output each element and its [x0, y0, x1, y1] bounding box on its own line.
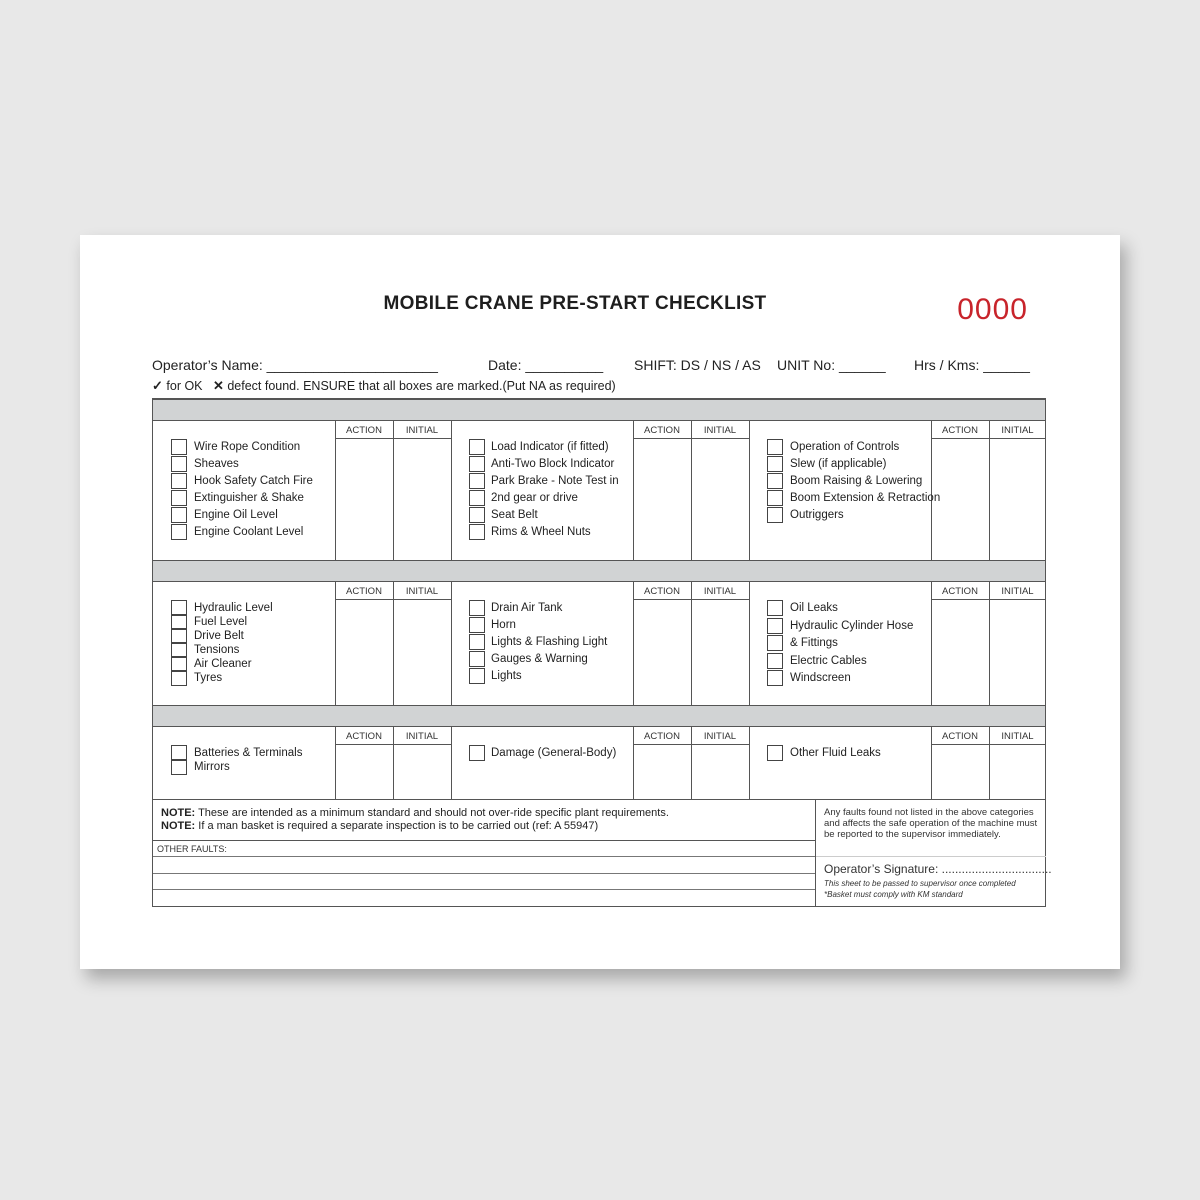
checkbox[interactable]	[171, 456, 187, 472]
initial-cell[interactable]	[394, 439, 450, 559]
section-divider	[749, 727, 750, 799]
shift-field[interactable]: SHIFT: DS / NS / AS	[634, 357, 761, 373]
checkbox[interactable]	[767, 653, 783, 669]
checkbox[interactable]	[469, 524, 485, 540]
checklist-item: Slew (if applicable)	[790, 458, 887, 470]
checkbox[interactable]	[171, 490, 187, 506]
checklist-item: Fuel Level	[194, 616, 248, 628]
checkbox[interactable]	[767, 473, 783, 489]
initial-cell[interactable]	[990, 600, 1045, 704]
section-header-bar	[153, 705, 1045, 727]
other-faults-line[interactable]	[153, 889, 815, 905]
checklist-item: Boom Raising & Lowering	[790, 475, 923, 487]
initial-cell[interactable]	[990, 745, 1045, 798]
initial-column-header: INITIAL	[691, 727, 749, 745]
note-label: NOTE:	[161, 820, 196, 832]
notes-divider	[153, 840, 815, 841]
check-icon: ✓	[152, 378, 163, 393]
legend-ok-text: for OK	[166, 379, 203, 393]
checklist-item: Lights & Flashing Light	[491, 636, 608, 648]
section-header-bar	[153, 560, 1045, 582]
action-column-header: ACTION	[931, 421, 989, 439]
checklist-item: Load Indicator (if fitted)	[491, 441, 609, 453]
section-header-bar	[153, 399, 1045, 421]
action-column-header: ACTION	[335, 582, 393, 600]
checkbox[interactable]	[469, 668, 485, 684]
checklist-item: & Fittings	[790, 637, 838, 649]
initial-column-header: INITIAL	[691, 421, 749, 439]
action-cell[interactable]	[634, 600, 690, 704]
action-cell[interactable]	[336, 600, 392, 704]
initial-cell[interactable]	[692, 745, 748, 798]
checklist-item: Damage (General-Body)	[491, 747, 617, 759]
checklist-item: Gauges & Warning	[491, 653, 588, 665]
other-faults-line[interactable]	[153, 856, 815, 872]
checklist-item: Wire Rope Condition	[194, 441, 301, 453]
checklist-item: Tyres	[194, 672, 223, 684]
faults-instruction: Any faults found not listed in the above categories and affects the safe operation of the machine must be reported to the supervisor immediately.	[824, 807, 1038, 840]
checkbox[interactable]	[767, 670, 783, 686]
unit-number-field[interactable]: UNIT No: ______	[777, 357, 886, 373]
checkbox[interactable]	[171, 670, 187, 686]
section-divider	[749, 582, 750, 705]
note-text: These are intended as a minimum standard and should not over-ride specific plant requirements.	[195, 807, 669, 819]
checkbox[interactable]	[767, 745, 783, 761]
checkbox[interactable]	[767, 490, 783, 506]
checklist-item: Electric Cables	[790, 654, 867, 667]
checklist-item: Seat Belt	[491, 509, 538, 521]
checklist-item: Oil Leaks	[790, 602, 838, 614]
checklist-item: Drain Air Tank	[491, 602, 563, 614]
checkbox[interactable]	[767, 635, 783, 651]
checklist-sheet	[80, 235, 1120, 969]
action-column-header: ACTION	[931, 582, 989, 600]
checklist-item: Sheaves	[194, 458, 239, 470]
checkbox[interactable]	[767, 600, 783, 616]
checkbox[interactable]	[171, 524, 187, 540]
action-cell[interactable]	[634, 745, 690, 798]
initial-column-header: INITIAL	[989, 582, 1046, 600]
notes-side-divider	[815, 799, 816, 907]
note-line-1	[161, 807, 669, 819]
section-divider	[749, 421, 750, 560]
action-cell[interactable]	[932, 745, 988, 798]
legend-defect-text: defect found. ENSURE that all boxes are marked.(Put NA as required)	[227, 379, 616, 393]
action-cell[interactable]	[932, 600, 988, 704]
checklist-item: Batteries & Terminals	[194, 747, 303, 759]
checklist-item: Hook Safety Catch Fire	[194, 475, 313, 487]
serial-number: 0000	[957, 293, 1028, 326]
operator-name-field[interactable]: Operator’s Name: ______________________	[152, 357, 438, 373]
checklist-item: Drive Belt	[194, 630, 244, 642]
action-cell[interactable]	[634, 439, 690, 559]
checklist-item: Lights	[491, 670, 522, 682]
action-cell[interactable]	[336, 439, 392, 559]
checklist-table	[152, 398, 1052, 907]
checkbox[interactable]	[469, 745, 485, 761]
checklist-item: Boom Extension & Retraction	[790, 492, 941, 504]
action-column-header: ACTION	[931, 727, 989, 745]
checklist-item: Horn	[491, 619, 516, 631]
note-text: If a man basket is required a separate inspection is to be carried out (ref: A 55947)	[195, 820, 599, 832]
action-cell[interactable]	[932, 439, 988, 559]
checkbox[interactable]	[469, 507, 485, 523]
initial-cell[interactable]	[394, 600, 450, 704]
action-column-header: ACTION	[633, 421, 691, 439]
initial-cell[interactable]	[394, 745, 450, 798]
checkbox[interactable]	[767, 507, 783, 523]
checkbox[interactable]	[171, 473, 187, 489]
checklist-item: Operation of Controls	[790, 441, 900, 453]
checklist-item: Other Fluid Leaks	[790, 747, 881, 759]
action-column-header: ACTION	[335, 421, 393, 439]
legend	[152, 378, 616, 394]
checkbox[interactable]	[469, 617, 485, 633]
action-column-header: ACTION	[633, 727, 691, 745]
note-line-2	[161, 820, 598, 832]
action-column-header: ACTION	[335, 727, 393, 745]
initial-column-header: INITIAL	[393, 727, 451, 745]
checklist-item: Extinguisher & Shake	[194, 492, 304, 504]
action-column-header: ACTION	[633, 582, 691, 600]
section-divider	[451, 421, 452, 560]
initial-cell[interactable]	[692, 600, 748, 704]
form-title: MOBILE CRANE PRE-START CHECKLIST	[383, 293, 767, 314]
checkbox[interactable]	[469, 473, 485, 489]
checkbox[interactable]	[171, 759, 187, 775]
checkbox[interactable]	[469, 634, 485, 650]
action-cell[interactable]	[336, 745, 392, 798]
initial-column-header: INITIAL	[691, 582, 749, 600]
initial-cell[interactable]	[990, 439, 1045, 559]
initial-column-header: INITIAL	[393, 582, 451, 600]
checklist-item: Windscreen	[790, 672, 851, 684]
initial-column-header: INITIAL	[989, 727, 1046, 745]
section-divider	[451, 727, 452, 799]
checklist-item: Tensions	[194, 644, 240, 656]
footnote-passed: This sheet to be passed to supervisor once completed	[824, 879, 1016, 888]
checkbox[interactable]	[469, 490, 485, 506]
checklist-item: Rims & Wheel Nuts	[491, 526, 591, 538]
checkbox[interactable]	[469, 600, 485, 616]
checklist-item: Engine Oil Level	[194, 509, 278, 521]
checklist-item: Anti-Two Block Indicator	[491, 458, 615, 470]
checkbox[interactable]	[171, 439, 187, 455]
checkbox[interactable]	[171, 507, 187, 523]
checklist-item: Mirrors	[194, 761, 230, 773]
notes-top-line	[153, 799, 1045, 800]
cross-icon: ✕	[212, 378, 224, 393]
checklist-item: Hydraulic Cylinder Hose	[790, 619, 914, 632]
signature-divider	[816, 856, 1046, 857]
checklist-item: Park Brake - Note Test in	[491, 475, 619, 487]
checklist-item: Outriggers	[790, 509, 844, 521]
checkbox[interactable]	[469, 651, 485, 667]
footnote-basket: *Basket must comply with KM standard	[824, 890, 963, 899]
checklist-item: Engine Coolant Level	[194, 526, 304, 538]
other-faults-label: OTHER FAULTS:	[157, 844, 227, 854]
initial-column-header: INITIAL	[393, 421, 451, 439]
date-field[interactable]: Date: __________	[488, 357, 604, 373]
initial-column-header: INITIAL	[989, 421, 1046, 439]
section-divider	[451, 582, 452, 705]
checkbox[interactable]	[767, 439, 783, 455]
checkbox[interactable]	[469, 456, 485, 472]
hrs-kms-field[interactable]: Hrs / Kms: ______	[914, 357, 1030, 373]
note-label: NOTE:	[161, 807, 196, 819]
other-faults-line[interactable]	[153, 873, 815, 889]
checklist-item: Hydraulic Level	[194, 602, 273, 614]
checkbox[interactable]	[767, 456, 783, 472]
checkbox[interactable]	[469, 439, 485, 455]
checklist-item: 2nd gear or drive	[491, 492, 578, 504]
checkbox[interactable]	[767, 618, 783, 634]
checklist-item: Air Cleaner	[194, 658, 252, 670]
operator-signature-field[interactable]: Operator’s Signature: .................................	[824, 862, 1052, 876]
initial-cell[interactable]	[692, 439, 748, 559]
